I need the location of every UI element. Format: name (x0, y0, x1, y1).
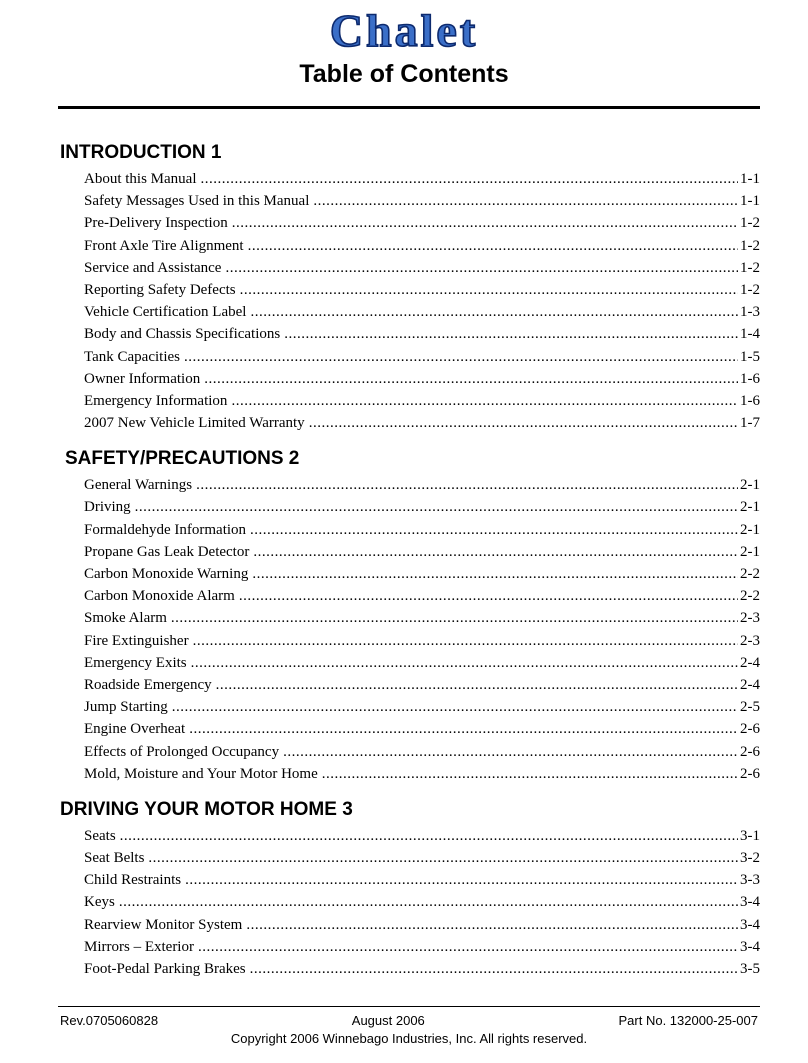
toc-entry-page: 1-2 (740, 259, 760, 276)
toc-entry[interactable] (84, 323, 760, 345)
toc-entry[interactable] (84, 279, 760, 301)
toc-entry-title: Foot-Pedal Parking Brakes (84, 961, 246, 977)
toc-entry-page: 1-4 (740, 326, 760, 343)
toc-entry-title: Smoke Alarm (84, 610, 167, 627)
dot-leader (120, 825, 738, 847)
toc-entry-title: Roadside Emergency (84, 676, 212, 693)
toc-entry-page: 1-2 (740, 215, 760, 232)
toc-entry[interactable] (84, 958, 760, 980)
toc-entry[interactable] (84, 891, 760, 913)
toc-entry-title: Mold, Moisture and Your Motor Home (84, 765, 318, 782)
toc-entry-page: 1-7 (740, 415, 760, 432)
dot-leader (250, 301, 738, 323)
toc-entry-title: Mirrors – Exterior (84, 938, 194, 955)
toc-entry-page: 2-1 (740, 499, 760, 516)
toc-entry-title: General Warnings (84, 477, 193, 494)
toc-entry[interactable] (84, 412, 760, 434)
toc-entry-page: 3-4 (740, 916, 760, 933)
dot-leader (309, 412, 738, 434)
toc-entry-page: 3-1 (740, 827, 760, 844)
dot-leader (196, 474, 738, 496)
toc-entry[interactable] (84, 652, 760, 674)
toc-entry-page: 3-3 (740, 872, 760, 889)
toc-entry-title: Reporting Safety Defects (84, 281, 236, 298)
dot-leader (231, 390, 738, 412)
dot-leader (232, 212, 738, 234)
toc-entry-page: 1-5 (740, 348, 760, 365)
section-heading: INTRODUCTION 1 (60, 142, 222, 163)
dot-leader (148, 847, 738, 869)
toc-entry-page: 2-4 (740, 676, 760, 693)
toc-entry[interactable] (84, 346, 760, 368)
toc-entry-title: Driving (84, 499, 131, 516)
toc-entry[interactable] (84, 474, 760, 496)
dot-leader (185, 869, 738, 891)
toc-entry-page: 1-6 (740, 392, 760, 409)
toc-entry-title: Emergency Information (84, 392, 228, 409)
toc-entry-page: 1-1 (740, 171, 760, 187)
toc-entry[interactable] (84, 212, 760, 234)
dot-leader (184, 346, 738, 368)
toc-entry-page: 2-1 (740, 543, 760, 560)
dot-leader (191, 652, 738, 674)
toc-entry-title: Body and Chassis Specifications (84, 326, 281, 343)
page-title: Table of Contents (299, 60, 509, 88)
toc-entry-page: 2-2 (740, 588, 760, 605)
toc-entry-page: 1-2 (740, 237, 760, 254)
toc-entry[interactable] (84, 390, 760, 412)
toc-entry-title: Service and Assistance (84, 259, 222, 276)
dot-leader (171, 607, 738, 629)
toc-entry-page: 2-2 (740, 566, 760, 582)
toc-entry-title: 2007 New Vehicle Limited Warranty (84, 415, 305, 432)
brand-logo (0, 6, 808, 61)
dot-leader (204, 368, 738, 390)
toc-entry-title: Seats (84, 827, 116, 844)
dot-leader (225, 257, 738, 279)
toc-entry-page: 1-2 (740, 281, 760, 298)
dot-leader (283, 741, 738, 763)
footer-divider (58, 1006, 760, 1007)
toc-entry-title: Rearview Monitor System (84, 916, 243, 933)
dot-leader (201, 168, 739, 190)
revision-number: Rev.0705060828 (60, 1013, 159, 1028)
toc-section-driving (60, 793, 760, 980)
dot-leader (248, 235, 738, 257)
toc-entry[interactable] (84, 607, 760, 629)
toc-entry[interactable] (84, 541, 760, 563)
toc-entry-title: Carbon Monoxide Alarm (84, 588, 235, 605)
toc-entry[interactable] (84, 585, 760, 607)
section-entries (60, 825, 760, 980)
toc-entry-title: Seat Belts (84, 850, 145, 867)
toc-entry[interactable] (84, 741, 760, 763)
dot-leader (193, 630, 738, 652)
toc-entry[interactable] (84, 763, 760, 785)
toc-entry-title: Propane Gas Leak Detector (84, 543, 250, 560)
toc-entry-page: 3-4 (740, 894, 760, 911)
dot-leader (253, 541, 738, 563)
toc-entry-page: 3-2 (740, 850, 760, 867)
toc-entry-page: 2-4 (740, 654, 760, 671)
dot-leader (240, 279, 738, 301)
toc-section-introduction (60, 136, 760, 434)
toc-entry-title: Pre-Delivery Inspection (84, 215, 228, 232)
toc-entry[interactable] (84, 869, 760, 891)
toc-entry-title: Tank Capacities (84, 348, 180, 365)
chalet-logo-graphic (254, 6, 554, 56)
toc-entry-page: 2-6 (740, 721, 760, 738)
dot-leader (252, 563, 738, 585)
toc-entry-title: Safety Messages Used in this Manual (84, 193, 310, 210)
dot-leader (239, 585, 738, 607)
toc-entry-title: Keys (84, 894, 115, 911)
publication-date: August 2006 (351, 1013, 425, 1028)
toc-entry[interactable] (84, 519, 760, 541)
section-heading: SAFETY/PRECAUTIONS 2 (65, 448, 300, 470)
toc-section-safety (60, 442, 760, 785)
toc-entry[interactable] (84, 914, 760, 936)
toc-entry-title: Owner Information (84, 370, 201, 387)
toc-entry[interactable] (84, 718, 760, 740)
toc-entry[interactable] (84, 696, 760, 718)
toc-entry-page: 1-1 (740, 193, 760, 210)
toc-entry[interactable] (84, 190, 760, 212)
toc-entry[interactable] (84, 674, 760, 696)
toc-entry[interactable] (84, 368, 760, 390)
toc-entry-page: 3-5 (740, 961, 760, 977)
dot-leader (246, 914, 738, 936)
footer-row (60, 1013, 758, 1031)
toc-entry-page: 2-3 (740, 632, 760, 649)
dot-leader (250, 519, 738, 541)
dot-leader (322, 763, 738, 785)
toc-entry-page: 2-6 (740, 765, 760, 782)
dot-leader (216, 674, 738, 696)
copyright-notice: Copyright 2006 Winnebago Industries, Inc. All rights reserved. (230, 1031, 588, 1046)
toc-entry-title: Jump Starting (84, 699, 168, 716)
toc-entry-page: 2-5 (740, 699, 760, 716)
toc-entry[interactable] (84, 563, 760, 585)
dot-leader (250, 958, 738, 980)
toc-entry[interactable] (84, 168, 760, 190)
toc-entry-title: Emergency Exits (84, 654, 187, 671)
toc-entry-title: Carbon Monoxide Warning (84, 566, 249, 582)
toc-entry-title: Formaldehyde Information (84, 521, 247, 538)
toc-entry-page: 2-1 (740, 477, 760, 494)
page-footer (60, 1013, 758, 1049)
toc-entry[interactable] (84, 847, 760, 869)
dot-leader (135, 496, 738, 518)
dot-leader (119, 891, 738, 913)
section-entries (60, 168, 760, 434)
toc-entry[interactable] (84, 825, 760, 847)
logo-wordmark: Chalet (329, 6, 479, 56)
title-divider (58, 106, 760, 109)
toc-entry-page: 1-6 (740, 370, 760, 387)
toc-entry[interactable] (84, 630, 760, 652)
toc-entry[interactable] (84, 235, 760, 257)
toc-entry-page: 3-4 (740, 938, 760, 955)
dot-leader (198, 936, 738, 958)
toc-entry-page: 1-3 (740, 304, 760, 321)
toc-entry-title: Effects of Prolonged Occupancy (84, 743, 280, 760)
part-number: Part No. 132000-25-007 (618, 1013, 758, 1028)
toc-entry[interactable] (84, 496, 760, 518)
dot-leader (189, 718, 738, 740)
toc-entry-page: 2-6 (740, 743, 760, 760)
toc-entry[interactable] (84, 257, 760, 279)
dot-leader (172, 696, 738, 718)
toc-entry-title: Front Axle Tire Alignment (84, 237, 244, 254)
toc-entry-title: Child Restraints (84, 872, 182, 889)
section-heading: DRIVING YOUR MOTOR HOME 3 (60, 798, 353, 820)
table-of-contents (60, 136, 760, 980)
toc-entry-title: Vehicle Certification Label (84, 304, 247, 321)
toc-entry[interactable] (84, 301, 760, 323)
dot-leader (284, 323, 738, 345)
toc-entry[interactable] (84, 936, 760, 958)
toc-entry-title: Engine Overheat (84, 721, 186, 738)
toc-entry-page: 2-3 (740, 610, 760, 627)
toc-entry-title: Fire Extinguisher (84, 632, 189, 649)
toc-entry-title: About this Manual (84, 171, 197, 187)
toc-entry-page: 2-1 (740, 521, 760, 538)
section-entries (60, 474, 760, 785)
dot-leader (313, 190, 738, 212)
